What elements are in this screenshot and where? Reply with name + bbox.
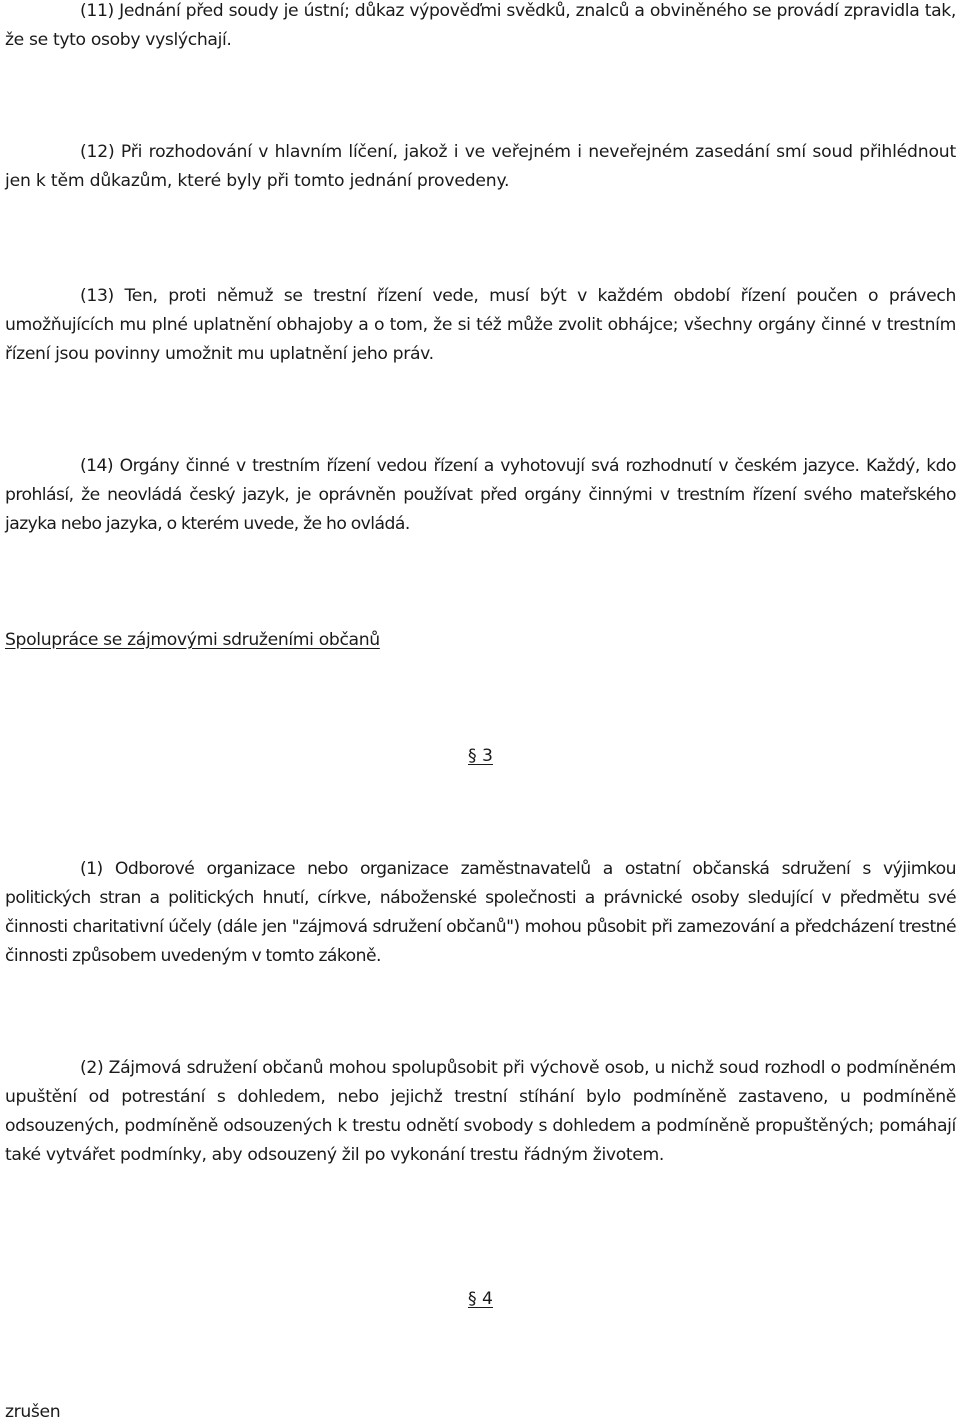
paragraph-11: (11) Jednání před soudy je ústní; důkaz výpověďmi svědků, znalců a obviněného se provádí zpravidla tak, že se tyto osoby vyslýchají. [5,1,956,50]
paragraph-14: (14) Orgány činné v trestním řízení vedou řízení a vyhotovují svá rozhodnutí v českém jazyce. Každý, kdo prohlásí, že neovládá český jazyk, je oprávněn používat před orgány činnými v trestním řízení svého mateřského jazyka nebo jazyka, o kterém uvede, že ho ovládá. [5,456,956,534]
paragraph-12: (12) Při rozhodování v hlavním líčení, jakož i ve veřejném i neveřejném zasedání smí soud přihlédnout jen k těm důkazům, které byly při tomto jednání provedeny. [5,142,956,191]
section-3-paragraph-2: (2) Zájmová sdružení občanů mohou spolupůsobit při výchově osob, u nichž soud rozhodl o podmíněném upuštění od potrestání s dohledem, nebo jejichž trestní stíhání bylo podmíněně zastaveno, u podmíněně odsouzených, podmíněně odsouzených k trestu odnětí svobody s dohledem a podmíněně propuštěných; pomáhají také vytvářet podmínky, aby odsouzený žil po vykonání trestu řádným životem. [5,1058,956,1165]
section-mark-3: § 3 [468,746,493,766]
repealed-note: zrušen [5,1402,61,1422]
section-3-paragraph-1: (1) Odborové organizace nebo organizace zaměstnavatelů a ostatní občanská sdružení s výjimkou politických stran a politických hnutí, církve, náboženské společnosti a právnické osoby sledující v předmětu své činnosti charitativní účely (dále jen "zájmová sdružení občanů") mohou působit při zamezování a předcházení trestné činnosti způsobem uvedeným v tomto zákoně. [5,859,956,966]
document-page [5,0,956,1424]
section-heading: Spolupráce se zájmovými sdruženími občanů [5,630,380,650]
paragraph-13: (13) Ten, proti němuž se trestní řízení vede, musí být v každém období řízení poučen o právech umožňujících mu plné uplatnění obhajoby a o tom, že si též může zvolit obhájce; všechny orgány činné v trestním řízení jsou povinny umožnit mu uplatnění jeho práv. [5,286,956,364]
section-mark-4: § 4 [468,1289,493,1309]
